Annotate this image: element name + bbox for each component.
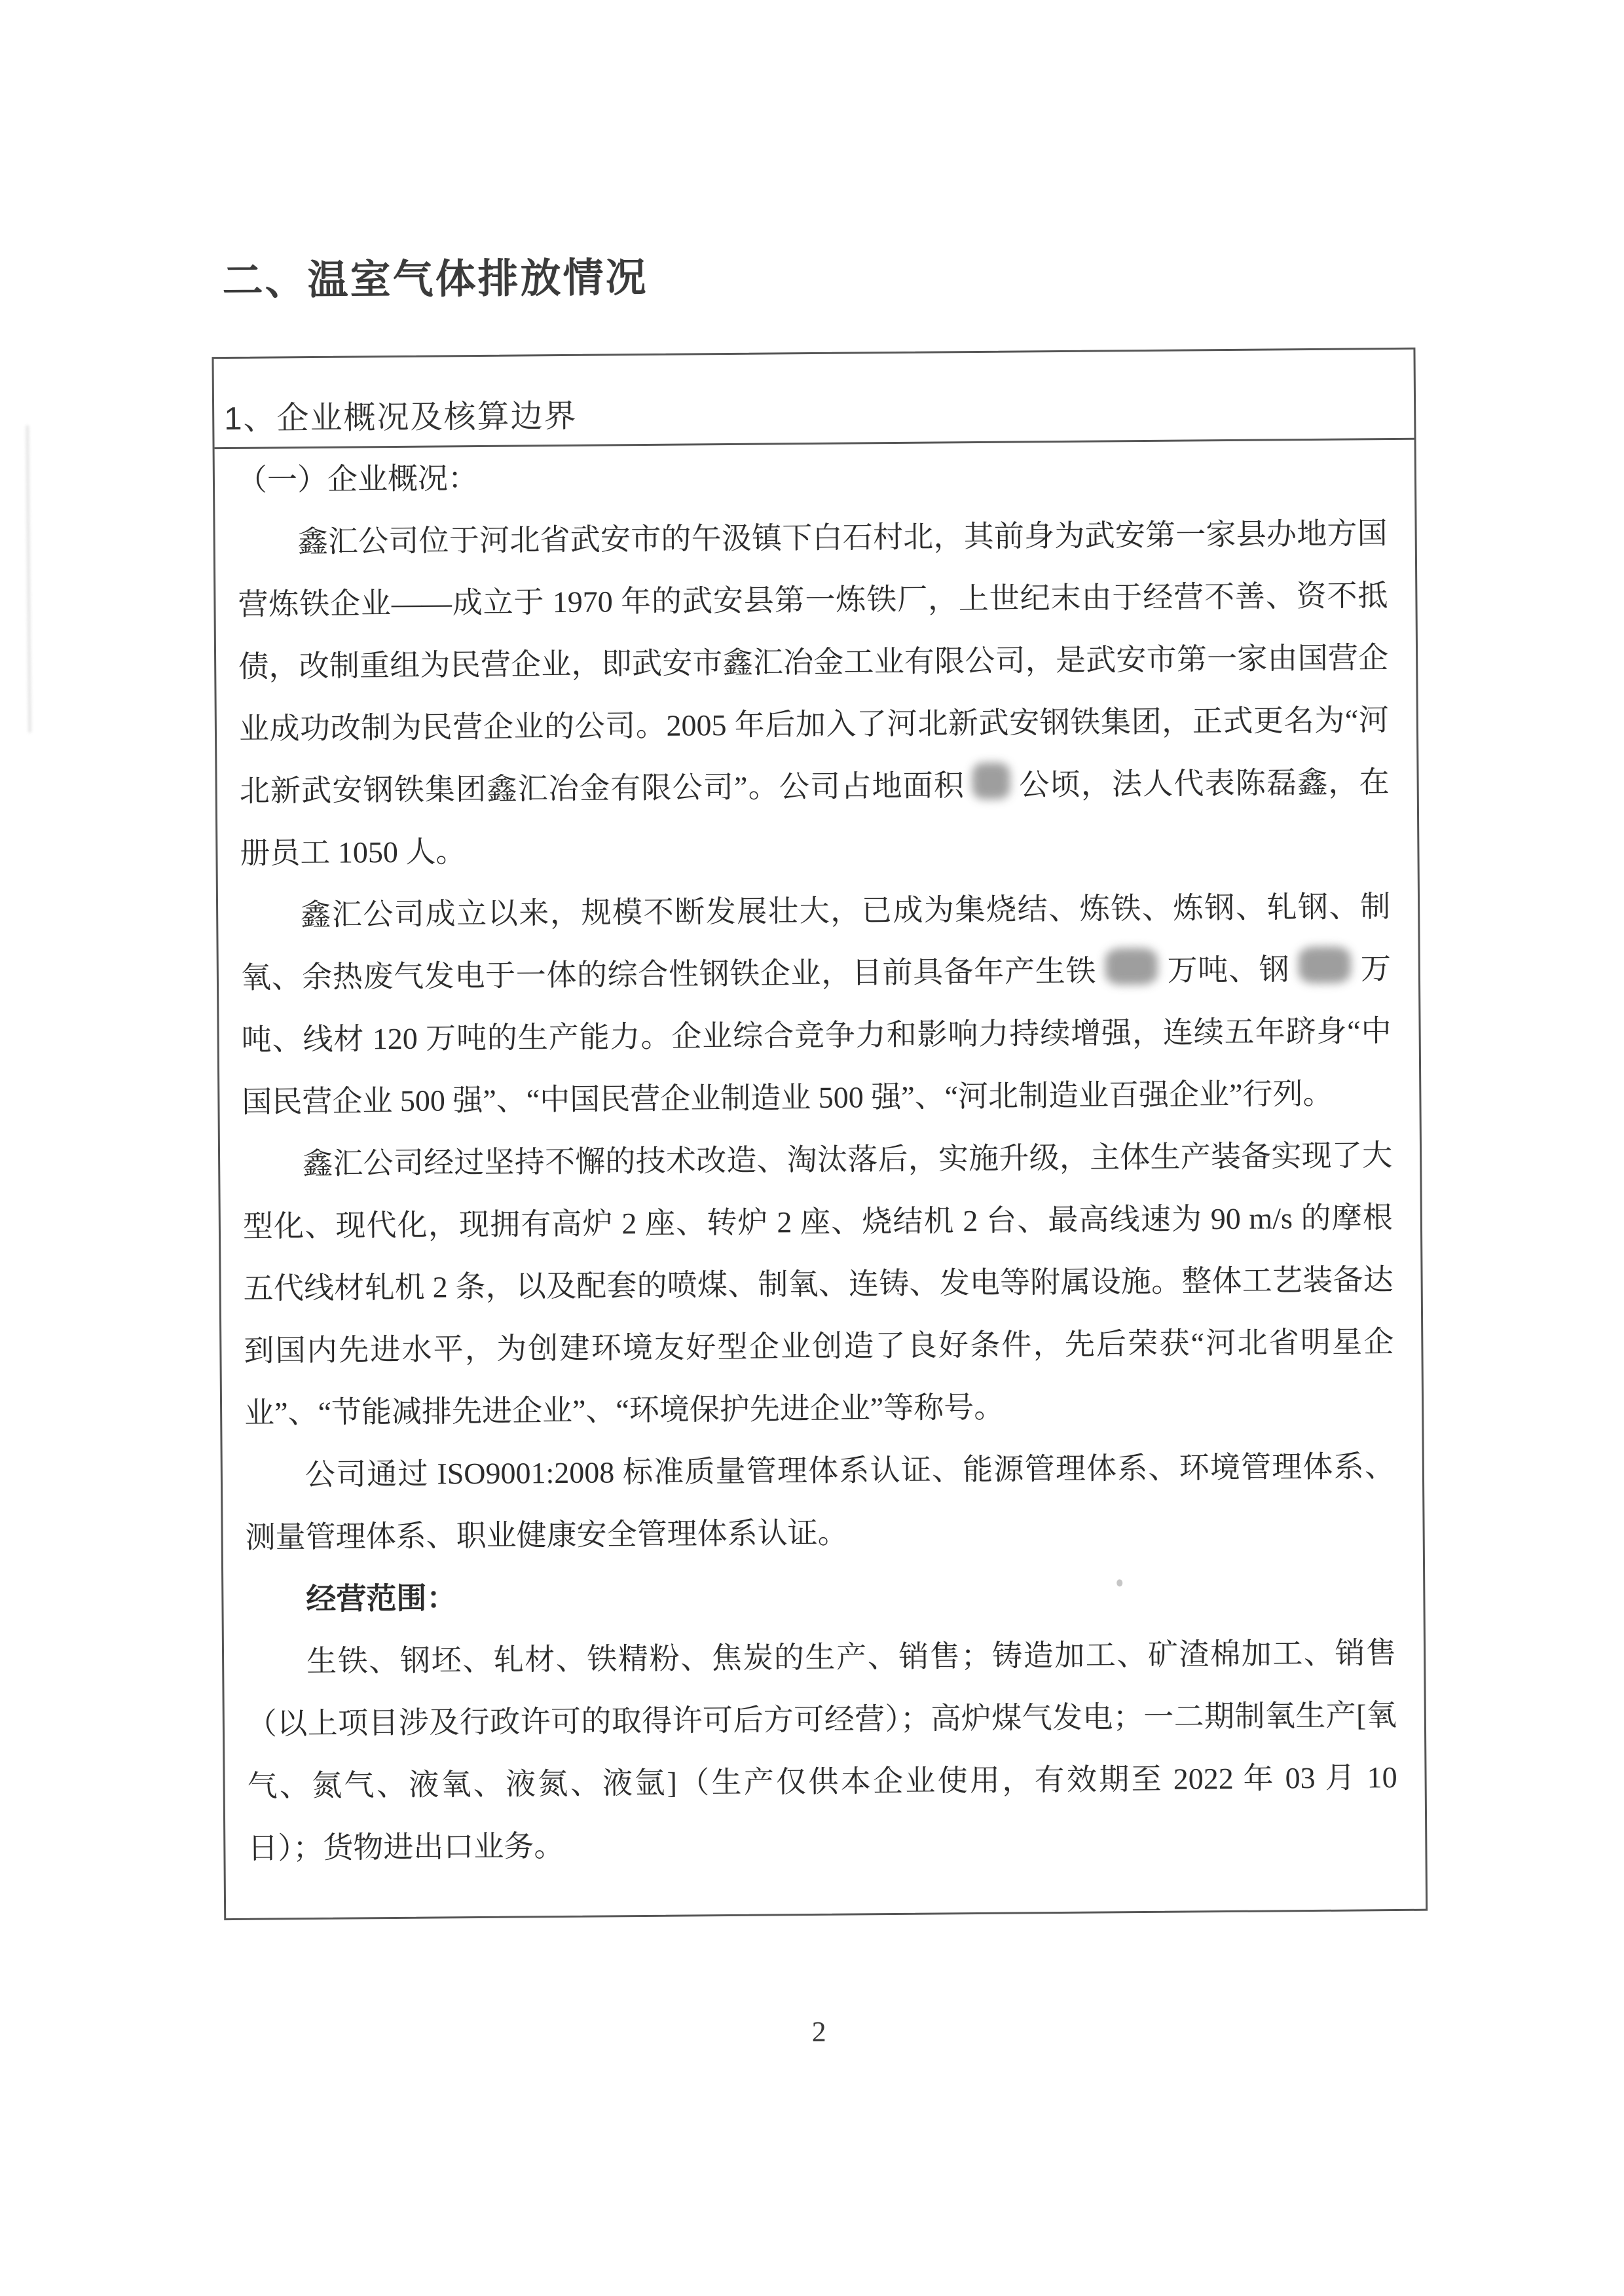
paragraph-text: 万吨、线材 120 万吨的生产能力。企业综合竞争力和影响力持续增强，连续五年跻身“中国民营企业 500 强”、“中国民营企业制造业 500 强”、“河北制造业百强企业”行列。 xyxy=(241,952,1392,1119)
scan-artifact-streak xyxy=(26,425,31,733)
enterprise-overview-table xyxy=(212,348,1428,1920)
subsection-title: （一）企业概况： xyxy=(236,461,479,497)
paragraph-company-growth xyxy=(240,875,1392,1133)
paragraph-business-scope: 生铁、钢坯、轧材、铁精粉、焦炭的生产、销售；铸造加工、矿渣棉加工、销售（以上项目涉及行政许可的取得许可后方可经营）；高炉煤气发电；一二期制氧生产[氧气、氮气、液氧、液氮、液氩]（生产仅供本企业使用，有效期至 2022 年 03 月 10 日）；货物进出口业务。 xyxy=(246,1636,1397,1865)
table-header-label: 1、企业概况及核算边界 xyxy=(224,398,578,437)
business-scope-title: 经营范围： xyxy=(306,1581,457,1616)
paragraph-certifications: 公司通过 ISO9001:2008 标准质量管理体系认证、能源管理体系、环境管理体系、测量管理体系、职业健康安全管理体系认证。 xyxy=(245,1449,1395,1554)
paragraph-company-history xyxy=(237,502,1390,884)
redacted-iron-output-value xyxy=(1105,948,1158,985)
page-number: 2 xyxy=(811,2015,826,2049)
paragraph-text: 公顷，法人代表陈磊鑫，在册员工 1050 人。 xyxy=(240,765,1390,870)
redacted-land-area-value xyxy=(972,763,1010,799)
table-body-cell xyxy=(215,440,1426,1880)
paragraph-equipment-upgrades: 鑫汇公司经过坚持不懈的技术改造、淘汰落后，实施升级，主体生产装备实现了大型化、现代化，现拥有高炉 2 座、转炉 2 座、烧结机 2 台、最高线速为 90 m/s 的摩根五代线材轧机 2 条，以及配套的喷煤、制氧、连铸、发电等附属设施。整体工艺装备达到国内先进水平，为创建环境友好型企业创造了良好条件，先后荣获“河北省明星企业”、“节能减排先进企业”、“环境保护先进企业”等称号。 xyxy=(242,1139,1394,1430)
paragraph-text: 鑫汇公司成立以来，规模不断发展壮大，已成为集烧结、炼铁、炼钢、轧钢、制氧、余热废气发电于一体的综合性钢铁企业，目前具备年产生铁 xyxy=(240,890,1391,994)
section-heading: 二、温室气体排放情况 xyxy=(222,255,648,304)
redacted-steel-output-value xyxy=(1299,947,1351,984)
table-header-row xyxy=(214,350,1414,449)
paragraph-text: 鑫汇公司位于河北省武安市的午汲镇下白石村北，其前身为武安第一家县办地方国营炼铁企业——成立于 1970 年的武安县第一炼铁厂，上世纪末由于经营不善、资不抵债，改制重组为民营企业，即武安市鑫汇冶金工业有限公司，是武安市第一家由国营企业成功改制为民营企业的公司。2005 年后加入了河北新武安钢铁集团，正式更名为“河北新武安钢铁集团鑫汇冶金有限公司”。公司占地面积 xyxy=(238,517,1390,808)
paragraph-text: 万吨、钢 xyxy=(1166,953,1290,987)
scan-artifact-speck xyxy=(1116,1579,1122,1586)
